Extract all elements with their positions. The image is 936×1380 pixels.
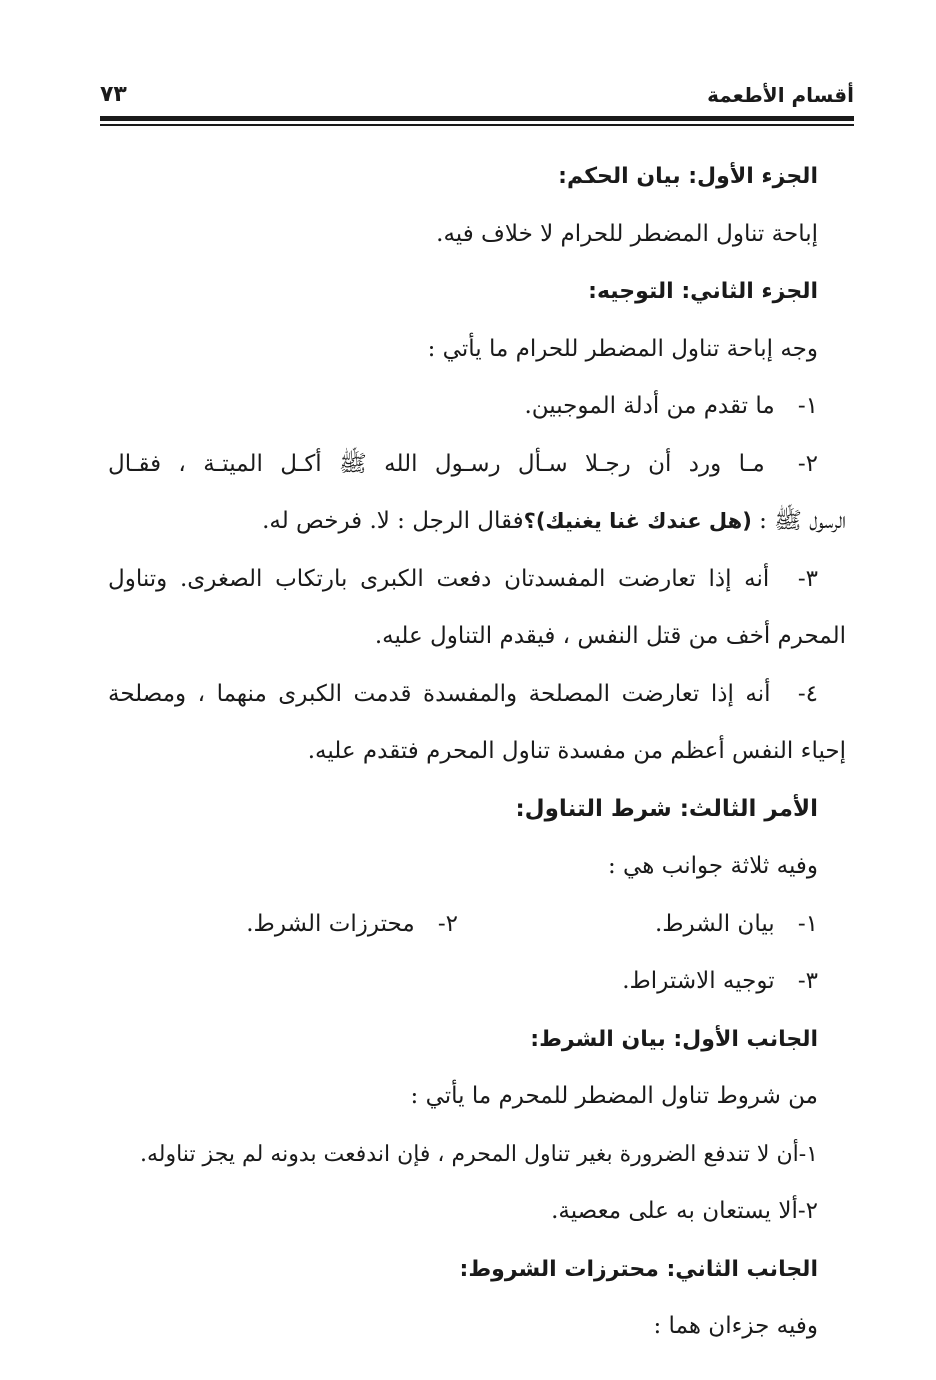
- list-item: [458, 896, 818, 954]
- list-number: ٢-: [797, 450, 819, 477]
- paragraph-line: من شروط تناول المضطر للمحرم ما يأتي :: [410, 1083, 818, 1109]
- list-text: محترزات الشرط.: [246, 910, 415, 937]
- section-heading: الجانب الثاني: محترزات الشروط:: [459, 1256, 818, 1282]
- list-number: ١-: [797, 910, 818, 937]
- paragraph-line: إباحة تناول المضطر للحرام لا خلاف فيه.: [436, 220, 818, 247]
- header-rule-thin: [100, 124, 854, 126]
- list-item-pair: [108, 896, 846, 954]
- paragraph-line: وفيه ثلاثة جوانب هي :: [608, 853, 818, 879]
- list-text: ما تقدم من أدلة الموجبين.: [524, 393, 775, 419]
- list-number: ٢-: [437, 910, 458, 937]
- paragraph-line: المحرم أخف من قتل النفس ، فيقدم التناول عليه.: [374, 623, 846, 649]
- list-item: [246, 896, 458, 954]
- section-heading: الأمر الثالث: شرط التناول:: [515, 795, 818, 822]
- list-item: [108, 436, 846, 494]
- paragraph-line: وفيه جزءان هما :: [653, 1313, 818, 1339]
- list-number: ٣-: [797, 968, 818, 994]
- hadith-intro: الرسول ﷺ :: [751, 508, 846, 534]
- paragraph-line: إحياء النفس أعظم من مفسدة تناول المحرم فتقدم عليه.: [307, 738, 846, 764]
- list-text: بيان الشرط.: [654, 910, 775, 937]
- header-rule-thick: [100, 116, 854, 121]
- list-text: أنه إذا تعارضت المصلحة والمفسدة قدمت الكبرى منهما ، ومصلحة: [108, 680, 771, 707]
- section-heading: الجزء الثاني: التوجيه:: [588, 279, 818, 304]
- list-item: [108, 666, 846, 724]
- list-item: [108, 953, 846, 1011]
- list-text: توجيه الاشتراط.: [622, 968, 775, 994]
- paragraph-line: [108, 493, 846, 551]
- section-heading: الجانب الأول: بيان الشرط:: [530, 1026, 818, 1052]
- paragraph-line: ١-أن لا تندفع الضرورة بغير تناول المحرم ، فإن اندفعت بدونه لم يجز تناوله.: [139, 1141, 818, 1167]
- list-item: [108, 551, 846, 609]
- running-header: [100, 78, 854, 118]
- list-item: [108, 378, 846, 436]
- list-text: أنه إذا تعارضت المفسدتان دفعت الكبرى بارتكاب الصغرى. وتناول: [108, 565, 770, 592]
- hadith-quote: (هل عندك غنا يغنيك)؟: [523, 509, 752, 533]
- list-number: ٣-: [797, 565, 818, 592]
- list-text: مـا ورد أن رجـلا سـأل رسـول الله ﷺ أكـل الميتـة ، فقـال: [108, 450, 765, 477]
- page-number: ٧٣: [100, 82, 127, 107]
- section-heading: الجزء الأول: بيان الحكم:: [558, 164, 818, 189]
- paragraph-line: ٢-ألا يستعان به على معصية.: [551, 1198, 818, 1224]
- list-number: ١-: [797, 393, 818, 419]
- page-body: [108, 148, 846, 1356]
- paragraph-line: وجه إباحة تناول المضطر للحرام ما يأتي :: [427, 335, 818, 362]
- list-number: ٤-: [797, 680, 819, 707]
- chapter-title: أقسام الأطعمة: [707, 83, 854, 107]
- hadith-answer: فقال الرجل : لا. فرخص له.: [262, 508, 524, 534]
